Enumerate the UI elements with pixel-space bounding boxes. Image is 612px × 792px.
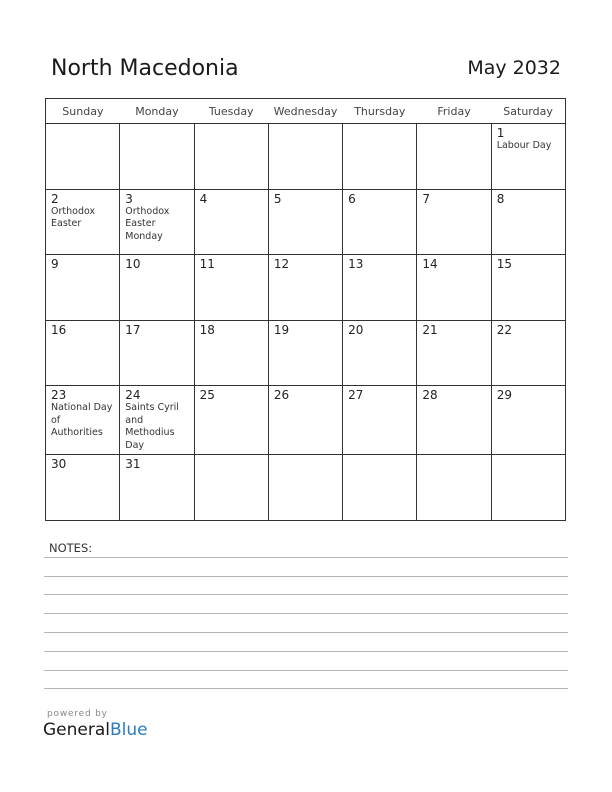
day-number: 11 bbox=[199, 257, 215, 271]
day-number: 7 bbox=[422, 191, 431, 206]
day-cell bbox=[46, 455, 120, 521]
day-number: 26 bbox=[273, 388, 290, 402]
empty-day-cell bbox=[343, 455, 417, 521]
day-number: 15 bbox=[496, 257, 512, 271]
day-number: 14 bbox=[422, 257, 438, 271]
note-line bbox=[44, 688, 568, 689]
empty-day-cell bbox=[194, 455, 268, 521]
day-cell bbox=[120, 189, 194, 255]
day-number: 21 bbox=[422, 322, 438, 337]
month-year-title: May 2032 bbox=[467, 57, 561, 79]
day-cell bbox=[417, 189, 491, 255]
day-number: 27 bbox=[348, 388, 364, 402]
powered-by-text: powered by bbox=[47, 709, 108, 719]
empty-day-cell bbox=[343, 124, 417, 190]
day-cell bbox=[194, 320, 268, 386]
empty-day-cell bbox=[417, 455, 491, 521]
day-number: 4 bbox=[199, 191, 208, 206]
day-cell bbox=[46, 189, 120, 255]
holiday-label: Labour Day bbox=[496, 140, 552, 151]
week-row bbox=[46, 386, 566, 455]
day-number: 8 bbox=[496, 191, 505, 206]
note-line bbox=[44, 576, 568, 577]
calendar-grid bbox=[45, 98, 566, 521]
day-cell bbox=[343, 386, 417, 455]
notes-label: NOTES: bbox=[49, 541, 93, 555]
week-row bbox=[46, 455, 566, 521]
day-number: 25 bbox=[199, 388, 215, 402]
empty-day-cell bbox=[491, 455, 565, 521]
day-cell bbox=[120, 320, 194, 386]
week-row bbox=[46, 320, 566, 386]
day-cell bbox=[343, 320, 417, 386]
day-number: 20 bbox=[348, 322, 364, 337]
day-cell bbox=[491, 386, 565, 455]
day-number: 28 bbox=[422, 388, 438, 402]
day-number: 31 bbox=[125, 457, 141, 471]
day-number: 24 bbox=[125, 388, 141, 402]
day-number: 13 bbox=[348, 257, 364, 271]
calendar-body bbox=[46, 124, 566, 521]
empty-day-cell bbox=[268, 124, 342, 190]
day-number: 17 bbox=[125, 322, 141, 337]
weekday-header: Tuesday bbox=[194, 99, 268, 124]
weekday-header: Friday bbox=[417, 99, 491, 124]
country-title: North Macedonia bbox=[51, 56, 239, 81]
note-line bbox=[44, 632, 568, 633]
week-row bbox=[46, 189, 566, 255]
day-cell bbox=[491, 124, 565, 190]
empty-day-cell bbox=[268, 455, 342, 521]
day-cell bbox=[343, 189, 417, 255]
day-cell bbox=[120, 386, 194, 455]
day-number: 12 bbox=[273, 257, 290, 271]
weekday-header-row bbox=[46, 99, 566, 124]
note-line bbox=[44, 613, 568, 614]
brand-blue-text: Blue bbox=[110, 720, 148, 740]
day-cell bbox=[491, 320, 565, 386]
brand-general-text: General bbox=[43, 720, 110, 740]
day-cell bbox=[417, 255, 491, 321]
day-cell bbox=[194, 189, 268, 255]
day-cell bbox=[491, 189, 565, 255]
empty-day-cell bbox=[46, 124, 120, 190]
weekday-header: Wednesday bbox=[268, 99, 342, 124]
day-number: 3 bbox=[125, 191, 133, 206]
holiday-label: Orthodox Easter Monday bbox=[125, 205, 170, 242]
day-number: 10 bbox=[125, 257, 141, 271]
note-line bbox=[44, 557, 568, 558]
empty-day-cell bbox=[120, 124, 194, 190]
day-number: 16 bbox=[51, 322, 67, 337]
holiday-label: National Day of Authorities bbox=[51, 402, 113, 438]
day-number: 18 bbox=[199, 322, 215, 337]
day-cell bbox=[268, 386, 342, 455]
day-number: 9 bbox=[51, 257, 59, 271]
empty-day-cell bbox=[417, 124, 491, 190]
day-number: 5 bbox=[273, 191, 282, 206]
weekday-header: Sunday bbox=[46, 99, 120, 124]
day-number: 22 bbox=[496, 322, 512, 337]
day-cell bbox=[417, 386, 491, 455]
day-cell bbox=[343, 255, 417, 321]
weekday-header: Saturday bbox=[491, 99, 565, 124]
empty-day-cell bbox=[194, 124, 268, 190]
day-cell bbox=[417, 320, 491, 386]
day-cell bbox=[46, 320, 120, 386]
day-cell bbox=[194, 386, 268, 455]
holiday-label: Saints Cyril and Methodius Day bbox=[125, 402, 179, 451]
note-line bbox=[44, 594, 568, 595]
day-cell bbox=[120, 255, 194, 321]
day-cell bbox=[268, 189, 342, 255]
day-cell bbox=[268, 320, 342, 386]
day-cell bbox=[46, 386, 120, 455]
week-row bbox=[46, 255, 566, 321]
day-cell bbox=[194, 255, 268, 321]
weekday-header: Monday bbox=[120, 99, 194, 124]
note-line bbox=[44, 651, 568, 652]
day-number: 6 bbox=[348, 191, 356, 206]
day-number: 2 bbox=[51, 191, 59, 206]
generalblue-logo bbox=[43, 720, 148, 740]
week-row bbox=[46, 124, 566, 190]
note-line bbox=[44, 670, 568, 671]
holiday-label: Orthodox Easter bbox=[51, 205, 96, 229]
day-cell bbox=[491, 255, 565, 321]
day-number: 19 bbox=[273, 322, 290, 337]
day-number: 23 bbox=[51, 388, 67, 402]
day-cell bbox=[46, 255, 120, 321]
day-cell bbox=[120, 455, 194, 521]
day-cell bbox=[268, 255, 342, 321]
day-number: 30 bbox=[51, 457, 67, 471]
day-number: 29 bbox=[496, 388, 512, 402]
day-number: 1 bbox=[496, 126, 505, 140]
weekday-header: Thursday bbox=[343, 99, 417, 124]
